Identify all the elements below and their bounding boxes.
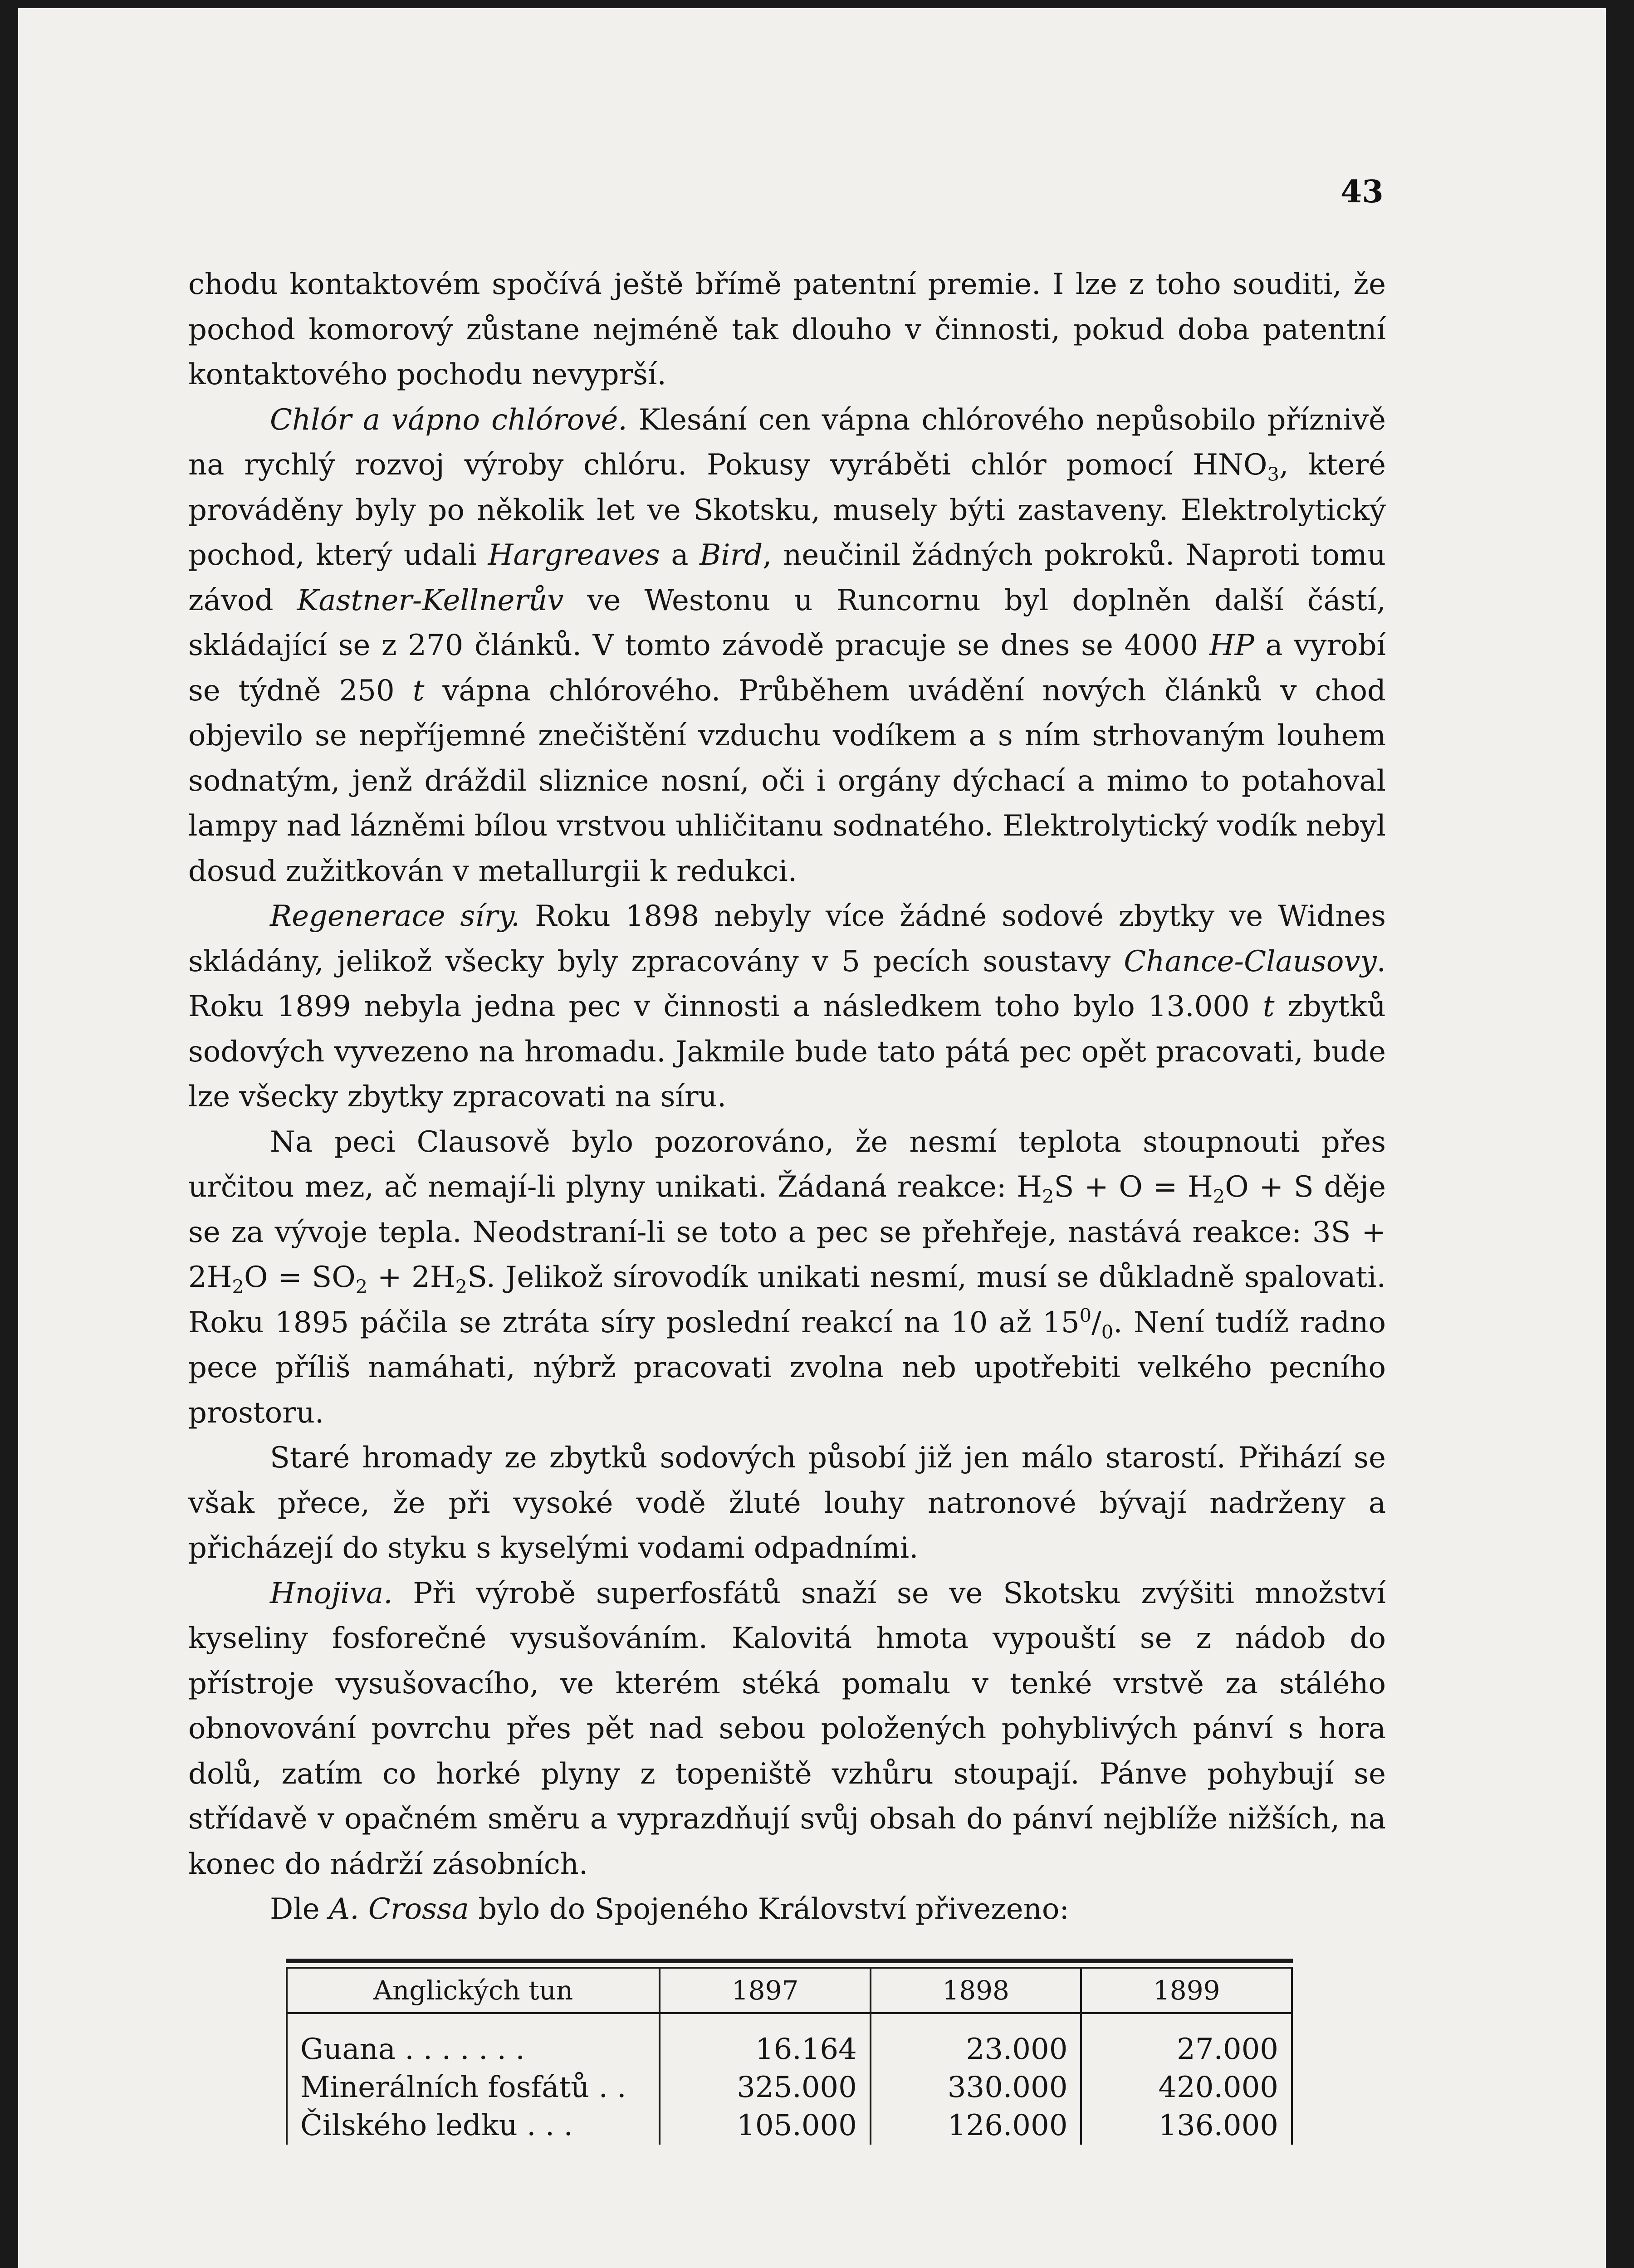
heading-hnojiva: Hnojiva. [270, 1576, 393, 1610]
table-row [287, 2030, 1292, 2068]
data-table [286, 1969, 1293, 2145]
table-header-row [287, 1969, 1292, 2013]
heading-regenerace: Regenerace síry. [270, 899, 520, 933]
cell-value: 27.000 [1081, 2030, 1292, 2068]
paragraph-chlor: Chlór a vápno chlórové. Klesání cen vápna chlórového nepůsobilo příznivě na rychlý rozvoj výroby chlóru. Pokusy vyráběti chlór pomocí $HNO_3$, které prováděny byly po několik let ve Skotsku, musely býti zastaveny. Elektrolytický pochod, který udali Hargreaves a Bird, neučinil žádných pokroků. Naproti tomu závod Kastner-Kellnerův ve Westonu u Runcornu byl doplněn další částí, skládající se z 270 článků. V tomto závodě pracuje se dnes se 4000 HP a vyrobí se týdně 250 t vápna chlórového. Průběhem uvádění nových článků v chod objevilo se nepříjemné znečištění vzduchu vodíkem a s ním strhovaným louhem sodnatým, jenž dráždil sliznice nosní, oči i orgány dýchací a mimo to potahoval lampy nad lázněmi bílou vrstvou uhličitanu sodnatého. Elektrolytický vodík nebyl dosud zužitkován v metallurgii k redukci. [188, 403, 1386, 888]
name-bird: Bird [700, 538, 763, 572]
cell-value: 330.000 [871, 2068, 1081, 2107]
row-label: Čilského ledku . . . [287, 2107, 660, 2145]
paragraph-crossa: Dle A. Crossa bylo do Spojeného Království přivezeno: [270, 1892, 1069, 1926]
cell-value: 126.000 [871, 2107, 1081, 2145]
header-cell-label: Anglických tun [287, 1969, 660, 2013]
cell-value: 420.000 [1081, 2068, 1292, 2107]
header-cell-1898: 1898 [871, 1969, 1081, 2013]
paragraph-hromady: Staré hromady ze zbytků sodových působí již jen málo starostí. Přihází se však přece, že při vysoké vodě žluté louhy natronové bývají nadrženy a přicházejí do styku s kyselými vodami odpadními. [188, 1441, 1386, 1565]
cell-value: 325.000 [660, 2068, 871, 2107]
row-label: Minerálních fosfátů . . [287, 2068, 660, 2107]
heading-chlor: Chlór a vápno chlórové. [270, 403, 627, 437]
cell-value: 23.000 [871, 2030, 1081, 2068]
row-label: Guana . . . . . . . [287, 2030, 660, 2068]
table-row [287, 2107, 1292, 2145]
paragraph-hnojiva: Hnojiva. Při výrobě superfosfátů snaží se ve Skotsku zvýšiti množství kyseliny fosforečné vysušováním. Kalovitá hmota vypouští se z nádob do přístroje vysušovacího, ve kterém stéká pomalu v tenké vrstvě za stálého obnovování povrchu přes pět nad sebou položených pohyblivých pánví s hora dolů, zatím co horké plyny z topeniště vzhůru stoupají. Pánve pohybují se střídavě v opačném směru a vyprazdňují svůj obsah do pánví nejblíže nižších, na konec do nádrží zásobních. [188, 1576, 1386, 1881]
paragraph-clausove: Na peci Clausově bylo pozorováno, že nesmí teplota stoupnouti přes určitou mez, ač nemají-li plyny unikati. Žádaná reakce: $H_2S + O = H_2O + S$ děje se za vývoje tepla. Neodstraní-li se toto a pec se přehřeje, nastává reakce: $3S + 2H_2O = SO_2 + 2H_2S$. Jelikož sírovodík unikati nesmí, musí se důkladně spalovati. Roku 1895 páčila se ztráta síry poslední reakcí na 10 až $15^0/_0$. Není tudíž radno pece příliš namáhati, nýbrž pracovati zvolna neb upotřebiti velkého pecního prostoru. [188, 1125, 1386, 1430]
table-top-rule [286, 1959, 1293, 1963]
import-table [286, 1959, 1293, 2145]
header-cell-1899: 1899 [1081, 1969, 1292, 2013]
table-row [287, 2068, 1292, 2107]
body-text [188, 262, 1386, 1932]
paragraph-intro: chodu kontaktovém spočívá ještě břímě patentní premie. I lze z toho souditi, že pochod komorový zůstane nejméně tak dlouho v činnosti, pokud doba patentní kontaktového pochodu nevyprší. [188, 268, 1386, 391]
name-crossa: A. Crossa [329, 1892, 469, 1926]
paragraph-regenerace: Regenerace síry. Roku 1898 nebyly více žádné sodové zbytky ve Widnes skládány, jelikož všecky byly zpracovány v 5 pecích soustavy Chance-Clausovy. Roku 1899 nebyla jedna pec v činnosti a následkem toho bylo 13.000 t zbytků sodových vyvezeno na hromadu. Jakmile bude tato pátá pec opět pracovati, bude lze všecky zbytky zpracovati na síru. [188, 899, 1386, 1114]
table-spacer-row [287, 2013, 1292, 2030]
cell-value: 16.164 [660, 2030, 871, 2068]
name-chance-claus: Chance-Clausovy [1124, 944, 1377, 978]
name-kastner-kellner: Kastner-Kellnerův [297, 583, 564, 617]
name-hargreaves: Hargreaves [488, 538, 660, 572]
header-cell-1897: 1897 [660, 1969, 871, 2013]
page-number: 43 [1340, 174, 1384, 210]
cell-value: 105.000 [660, 2107, 871, 2145]
cell-value: 136.000 [1081, 2107, 1292, 2145]
document-page [18, 8, 1606, 2268]
